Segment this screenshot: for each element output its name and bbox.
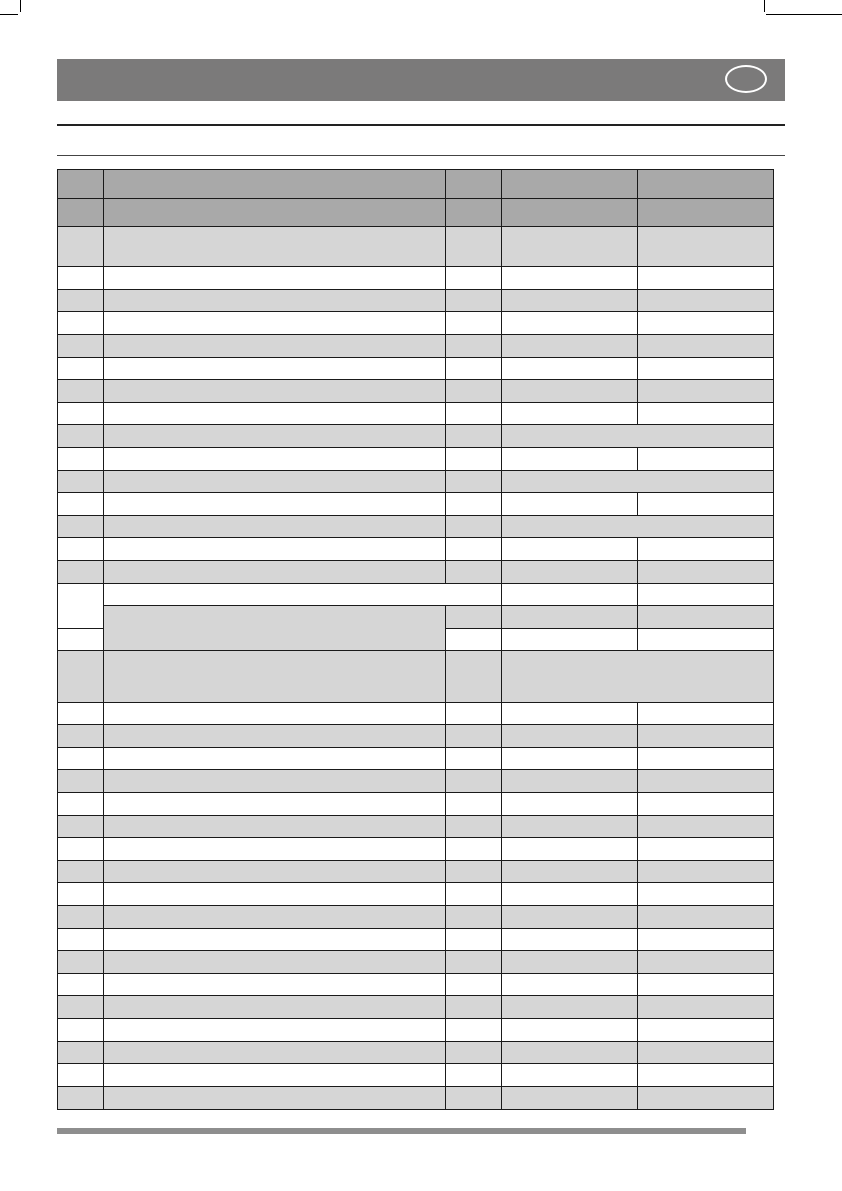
table-cell bbox=[446, 606, 502, 629]
table-cell bbox=[58, 928, 104, 951]
table-cell bbox=[502, 561, 638, 584]
table-cell bbox=[502, 583, 638, 606]
table-cell bbox=[502, 996, 638, 1019]
table-cell bbox=[104, 883, 446, 906]
table-cell bbox=[502, 470, 774, 493]
table-row bbox=[58, 973, 774, 996]
table-header-row bbox=[58, 199, 774, 227]
table-cell bbox=[58, 312, 104, 335]
table-cell bbox=[104, 973, 446, 996]
table-cell bbox=[58, 1086, 104, 1109]
table-cell bbox=[446, 170, 502, 199]
table-row bbox=[58, 906, 774, 929]
table-cell bbox=[638, 199, 774, 227]
table-cell bbox=[638, 538, 774, 561]
table-cell bbox=[104, 996, 446, 1019]
table-cell bbox=[58, 402, 104, 425]
table-cell bbox=[638, 312, 774, 335]
header-bar bbox=[57, 59, 785, 101]
table-header-row bbox=[58, 170, 774, 199]
table-row bbox=[58, 928, 774, 951]
table-cell bbox=[502, 702, 638, 725]
table-cell bbox=[104, 651, 446, 702]
table-cell bbox=[502, 606, 638, 629]
table-cell bbox=[502, 289, 638, 312]
table-cell bbox=[446, 815, 502, 838]
table-cell bbox=[58, 792, 104, 815]
table-row bbox=[58, 1086, 774, 1109]
table-cell bbox=[58, 583, 104, 628]
table-cell bbox=[638, 792, 774, 815]
table-cell bbox=[446, 357, 502, 380]
table-cell bbox=[446, 1041, 502, 1064]
table-cell bbox=[502, 357, 638, 380]
table-cell bbox=[446, 493, 502, 516]
table-cell bbox=[104, 470, 446, 493]
table-row bbox=[58, 651, 774, 702]
table-cell bbox=[502, 1064, 638, 1087]
table-cell bbox=[502, 928, 638, 951]
table-cell bbox=[638, 906, 774, 929]
table-row bbox=[58, 538, 774, 561]
table-cell bbox=[58, 747, 104, 770]
table-cell bbox=[58, 170, 104, 199]
table-cell bbox=[638, 227, 774, 267]
table-cell bbox=[104, 928, 446, 951]
table-cell bbox=[446, 702, 502, 725]
table-cell bbox=[638, 561, 774, 584]
table-cell bbox=[58, 267, 104, 290]
table-cell bbox=[638, 951, 774, 974]
table-cell bbox=[638, 447, 774, 470]
table-cell bbox=[502, 883, 638, 906]
table-cell bbox=[446, 747, 502, 770]
table-row bbox=[58, 493, 774, 516]
table-cell bbox=[446, 651, 502, 702]
table-cell bbox=[104, 583, 502, 606]
table-cell bbox=[638, 267, 774, 290]
table-row bbox=[58, 838, 774, 861]
table-cell bbox=[104, 1086, 446, 1109]
table-cell bbox=[502, 493, 638, 516]
table-cell bbox=[58, 951, 104, 974]
table-cell bbox=[638, 357, 774, 380]
specification-table bbox=[57, 169, 774, 1110]
table-cell bbox=[638, 1019, 774, 1042]
table-cell bbox=[446, 1019, 502, 1042]
table-cell bbox=[58, 725, 104, 748]
table-cell bbox=[104, 725, 446, 748]
table-cell bbox=[104, 538, 446, 561]
table-cell bbox=[502, 170, 638, 199]
table-cell bbox=[446, 227, 502, 267]
table-cell bbox=[638, 170, 774, 199]
table-cell bbox=[638, 1086, 774, 1109]
table-row bbox=[58, 425, 774, 448]
table-cell bbox=[638, 928, 774, 951]
table-cell bbox=[446, 447, 502, 470]
crop-mark bbox=[766, 14, 842, 15]
table-cell bbox=[638, 1041, 774, 1064]
table-cell bbox=[58, 561, 104, 584]
table-cell bbox=[446, 470, 502, 493]
crop-mark bbox=[0, 14, 18, 15]
table-cell bbox=[502, 227, 638, 267]
table-cell bbox=[104, 951, 446, 974]
table-cell bbox=[638, 838, 774, 861]
table-cell bbox=[638, 1064, 774, 1087]
table-cell bbox=[446, 883, 502, 906]
table-row bbox=[58, 447, 774, 470]
table-cell bbox=[502, 447, 638, 470]
table-cell bbox=[104, 380, 446, 403]
table-cell bbox=[58, 651, 104, 702]
table-cell bbox=[502, 380, 638, 403]
table-row bbox=[58, 1041, 774, 1064]
table-cell bbox=[104, 1041, 446, 1064]
table-row bbox=[58, 702, 774, 725]
table-cell bbox=[638, 725, 774, 748]
table-cell bbox=[502, 815, 638, 838]
table-cell bbox=[638, 628, 774, 651]
table-cell bbox=[104, 227, 446, 267]
table-cell bbox=[58, 447, 104, 470]
table-cell bbox=[502, 747, 638, 770]
table-cell bbox=[58, 973, 104, 996]
table-cell bbox=[446, 312, 502, 335]
language-badge bbox=[725, 65, 767, 93]
table-cell bbox=[58, 425, 104, 448]
table-cell bbox=[104, 815, 446, 838]
table-row bbox=[58, 883, 774, 906]
table-cell bbox=[446, 951, 502, 974]
table-cell bbox=[104, 312, 446, 335]
table-cell bbox=[502, 973, 638, 996]
table-cell bbox=[502, 515, 774, 538]
table-row bbox=[58, 1064, 774, 1087]
table-row bbox=[58, 402, 774, 425]
table-cell bbox=[502, 725, 638, 748]
table-cell bbox=[502, 1041, 638, 1064]
table-cell bbox=[58, 199, 104, 227]
table-row bbox=[58, 951, 774, 974]
table-cell bbox=[638, 289, 774, 312]
section-rule-top bbox=[57, 124, 785, 126]
table-cell bbox=[446, 973, 502, 996]
table-cell bbox=[446, 838, 502, 861]
table-cell bbox=[104, 860, 446, 883]
table-cell bbox=[638, 747, 774, 770]
table-cell bbox=[446, 725, 502, 748]
footer-bar bbox=[57, 1128, 746, 1134]
table-cell bbox=[502, 838, 638, 861]
table-cell bbox=[58, 1041, 104, 1064]
table-cell bbox=[638, 402, 774, 425]
table-row bbox=[58, 357, 774, 380]
table-cell bbox=[502, 425, 774, 448]
table-cell bbox=[502, 402, 638, 425]
table-cell bbox=[638, 702, 774, 725]
table-cell bbox=[446, 199, 502, 227]
table-row bbox=[58, 334, 774, 357]
table-row bbox=[58, 792, 774, 815]
table-cell bbox=[502, 267, 638, 290]
table-cell bbox=[446, 628, 502, 651]
table-cell bbox=[58, 227, 104, 267]
table-cell bbox=[104, 402, 446, 425]
crop-mark bbox=[20, 0, 21, 12]
table-cell bbox=[638, 883, 774, 906]
table-cell bbox=[502, 538, 638, 561]
table-cell bbox=[104, 747, 446, 770]
table-cell bbox=[446, 515, 502, 538]
table-row bbox=[58, 747, 774, 770]
table-row bbox=[58, 815, 774, 838]
table-row bbox=[58, 583, 774, 606]
table-cell bbox=[446, 928, 502, 951]
table-cell bbox=[104, 906, 446, 929]
table-cell bbox=[638, 973, 774, 996]
table-cell bbox=[502, 312, 638, 335]
table-cell bbox=[104, 289, 446, 312]
table-cell bbox=[104, 447, 446, 470]
table-row bbox=[58, 1019, 774, 1042]
table-cell bbox=[446, 425, 502, 448]
table-cell bbox=[446, 792, 502, 815]
table-cell bbox=[638, 860, 774, 883]
table-cell bbox=[446, 1086, 502, 1109]
table-cell bbox=[104, 702, 446, 725]
table-cell bbox=[502, 792, 638, 815]
table-cell bbox=[58, 860, 104, 883]
section-rule-bottom bbox=[57, 155, 785, 156]
table-cell bbox=[502, 334, 638, 357]
table-cell bbox=[638, 380, 774, 403]
crop-mark bbox=[764, 0, 765, 12]
table-cell bbox=[58, 289, 104, 312]
table-cell bbox=[104, 357, 446, 380]
table-cell bbox=[446, 996, 502, 1019]
table-cell bbox=[104, 267, 446, 290]
table-row bbox=[58, 380, 774, 403]
table-cell bbox=[446, 1064, 502, 1087]
table-cell bbox=[104, 170, 446, 199]
table-cell bbox=[58, 515, 104, 538]
table-row bbox=[58, 227, 774, 267]
table-cell bbox=[104, 606, 446, 651]
table-cell bbox=[638, 493, 774, 516]
table-cell bbox=[502, 628, 638, 651]
table-row bbox=[58, 267, 774, 290]
table-cell bbox=[58, 883, 104, 906]
table-cell bbox=[58, 334, 104, 357]
table-cell bbox=[638, 815, 774, 838]
table-row bbox=[58, 515, 774, 538]
table-cell bbox=[638, 770, 774, 793]
table-cell bbox=[446, 402, 502, 425]
table-cell bbox=[58, 380, 104, 403]
table-cell bbox=[446, 906, 502, 929]
table-row bbox=[58, 606, 774, 629]
table-row bbox=[58, 312, 774, 335]
table-cell bbox=[446, 561, 502, 584]
table-cell bbox=[446, 860, 502, 883]
table-cell bbox=[502, 860, 638, 883]
table-cell bbox=[104, 1019, 446, 1042]
table-cell bbox=[104, 838, 446, 861]
table-cell bbox=[58, 996, 104, 1019]
table-cell bbox=[638, 606, 774, 629]
table-cell bbox=[446, 770, 502, 793]
table-cell bbox=[104, 425, 446, 448]
table-cell bbox=[502, 199, 638, 227]
table-cell bbox=[58, 470, 104, 493]
table-cell bbox=[502, 1019, 638, 1042]
table-cell bbox=[58, 1019, 104, 1042]
table-cell bbox=[58, 838, 104, 861]
table-cell bbox=[58, 770, 104, 793]
table-cell bbox=[502, 906, 638, 929]
table-cell bbox=[58, 1064, 104, 1087]
table-cell bbox=[446, 334, 502, 357]
table-cell bbox=[58, 906, 104, 929]
table-cell bbox=[502, 770, 638, 793]
table-cell bbox=[104, 493, 446, 516]
table-cell bbox=[58, 628, 104, 651]
table-cell bbox=[638, 334, 774, 357]
table-cell bbox=[502, 1086, 638, 1109]
table-cell bbox=[58, 702, 104, 725]
table-row bbox=[58, 996, 774, 1019]
table-cell bbox=[104, 792, 446, 815]
table-cell bbox=[104, 1064, 446, 1087]
table-cell bbox=[58, 493, 104, 516]
table-row bbox=[58, 289, 774, 312]
table-row bbox=[58, 725, 774, 748]
table-row bbox=[58, 860, 774, 883]
table-row bbox=[58, 561, 774, 584]
table-cell bbox=[446, 380, 502, 403]
table-cell bbox=[638, 996, 774, 1019]
table-cell bbox=[446, 267, 502, 290]
table-row bbox=[58, 470, 774, 493]
table-cell bbox=[104, 199, 446, 227]
table-cell bbox=[446, 538, 502, 561]
table-cell bbox=[58, 538, 104, 561]
table-cell bbox=[104, 515, 446, 538]
table-cell bbox=[502, 951, 638, 974]
table-cell bbox=[638, 583, 774, 606]
table-cell bbox=[446, 289, 502, 312]
table-cell bbox=[104, 561, 446, 584]
table-row bbox=[58, 770, 774, 793]
table-cell bbox=[104, 334, 446, 357]
table-cell bbox=[58, 357, 104, 380]
table-cell bbox=[58, 815, 104, 838]
table-cell bbox=[502, 651, 774, 702]
table-cell bbox=[104, 770, 446, 793]
